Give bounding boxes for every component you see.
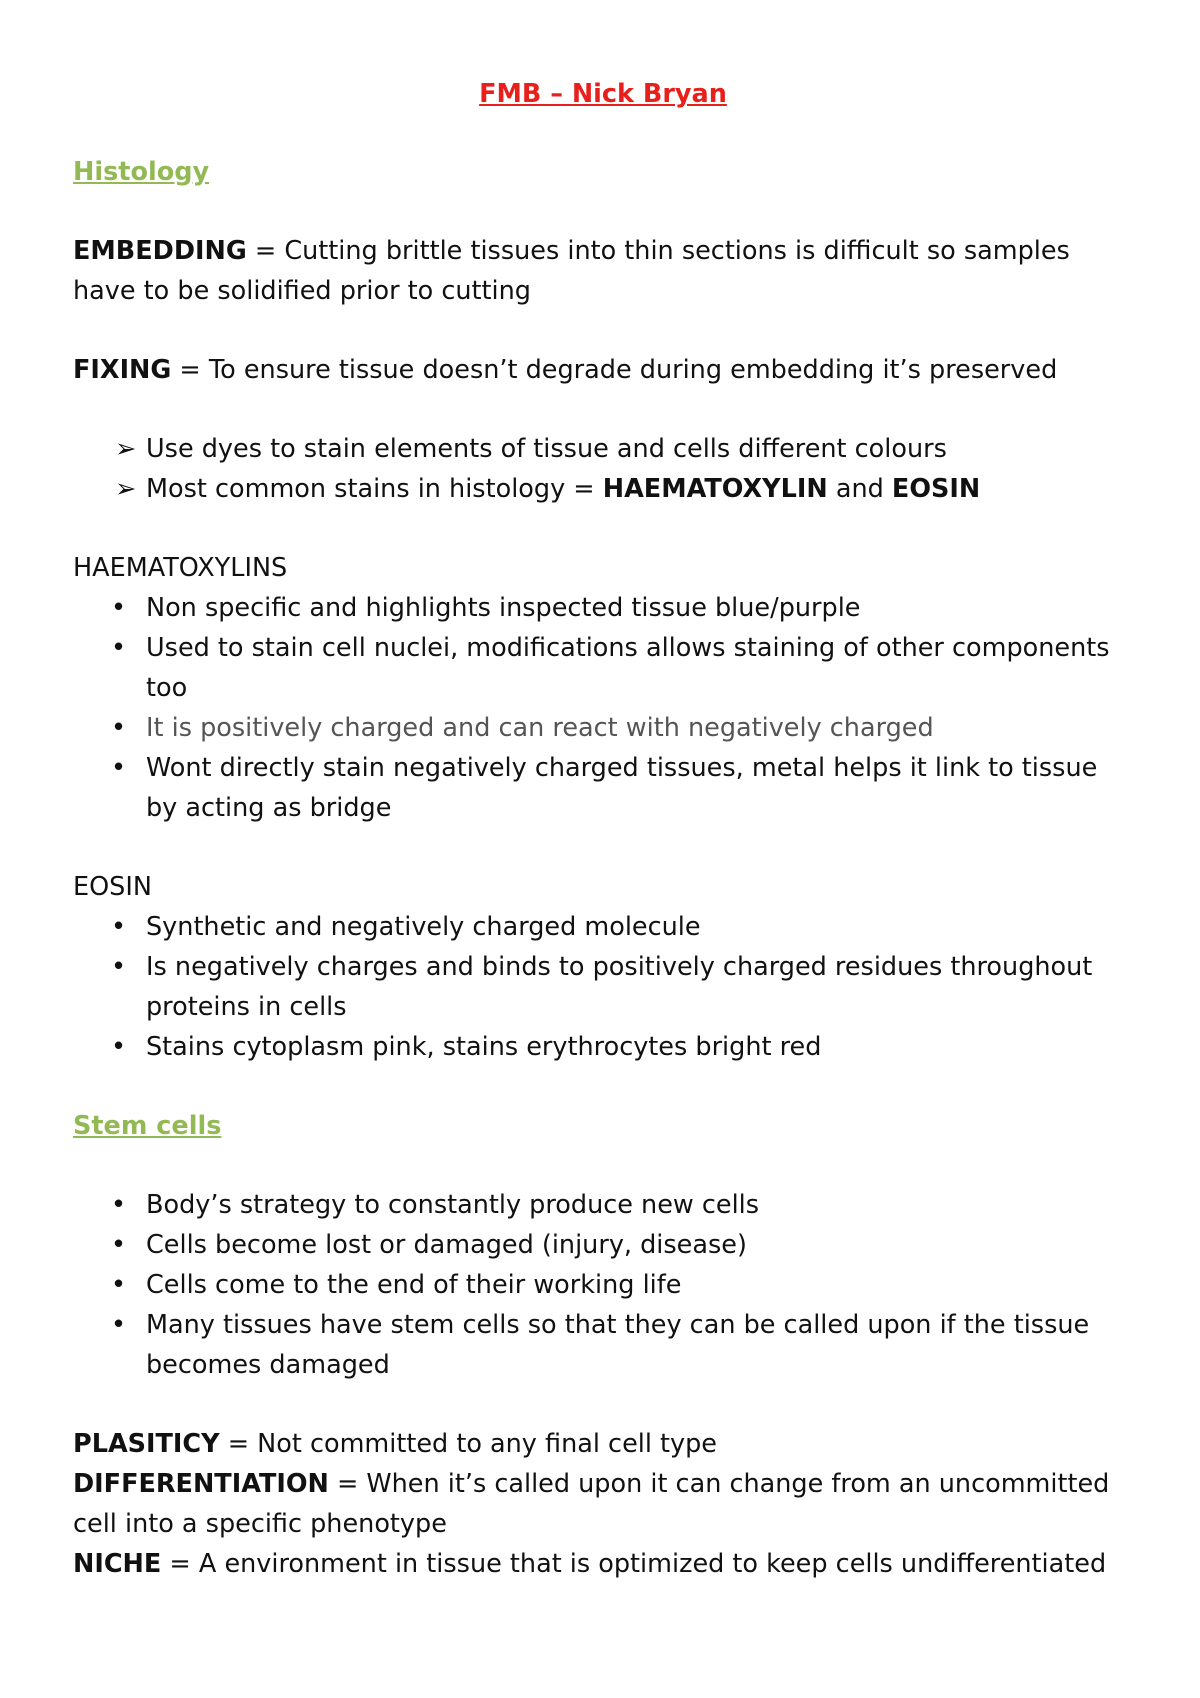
fixing-term: FIXING [73, 355, 172, 385]
fixing-definition [73, 350, 1133, 390]
list-item: • Non specific and highlights inspected tissue blue/purple [73, 588, 1133, 628]
list-item: • Stains cytoplasm pink, stains erythrocytes bright red [73, 1027, 1133, 1067]
list-item: • Body’s strategy to constantly produce new cells [73, 1185, 1133, 1225]
document-title: FMB – Nick Bryan [479, 79, 727, 109]
list-item: ➢ Use dyes to stain elements of tissue and cells different colours [73, 429, 1133, 469]
list-item: • Synthetic and negatively charged molecule [73, 907, 1133, 947]
bullet-icon: • [111, 1270, 127, 1300]
list-item: • Cells come to the end of their working life [73, 1265, 1133, 1305]
list-item: • It is positively charged and can react with negatively charged [73, 708, 1133, 748]
eosin-list [73, 907, 1133, 1067]
bullet-icon: • [111, 1190, 127, 1220]
bullet-icon: • [111, 1310, 127, 1340]
stain-points-list [73, 429, 1133, 509]
haematoxylins-heading: HAEMATOXYLINS [73, 553, 288, 583]
list-item: • Is negatively charges and binds to positively charged residues throughout proteins in cells [73, 947, 1133, 1027]
bullet-icon: • [111, 952, 127, 982]
eosin-heading: EOSIN [73, 872, 152, 902]
differentiation-definition: DIFFERENTIATION = When it’s called upon it can change from an uncommitted cell into a specific phenotype [73, 1469, 1110, 1539]
niche-term: NICHE [73, 1549, 162, 1579]
embedding-definition [73, 231, 1133, 311]
bullet-icon: • [111, 912, 127, 942]
haematoxylin-term: HAEMATOXYLIN [602, 474, 828, 504]
embedding-term: EMBEDDING [73, 236, 247, 266]
embedding-text: = Cutting brittle tissues into thin sections is difficult so samples have to be solidified prior to cutting [73, 236, 1070, 306]
list-item: • Cells become lost or damaged (injury, disease) [73, 1225, 1133, 1265]
niche-definition: NICHE = A environment in tissue that is optimized to keep cells undifferentiated [73, 1549, 1107, 1579]
bullet-icon: • [111, 713, 127, 743]
eosin-section [73, 867, 1133, 1067]
bullet-icon: • [111, 1032, 127, 1062]
stem-cells-list [73, 1185, 1133, 1385]
bullet-icon: • [111, 1230, 127, 1260]
eosin-term: EOSIN [891, 474, 981, 504]
bullet-icon: • [111, 593, 127, 623]
document-page [73, 74, 1133, 1584]
bullet-icon: • [111, 633, 127, 663]
stem-cell-definitions [73, 1424, 1133, 1584]
plasticity-definition: PLASITICY = Not committed to any final cell type [73, 1429, 717, 1459]
bullet-icon: • [111, 753, 127, 783]
list-item: • Used to stain cell nuclei, modifications allows staining of other components too [73, 628, 1133, 708]
stem-cells-heading: Stem cells [73, 1111, 222, 1141]
plasticity-term: PLASITICY [73, 1429, 220, 1459]
histology-heading: Histology [73, 157, 210, 187]
differentiation-term: DIFFERENTIATION [73, 1469, 329, 1499]
list-item: • Wont directly stain negatively charged tissues, metal helps it link to tissue by acting as bridge [73, 748, 1133, 828]
haematoxylins-list [73, 588, 1133, 828]
fixing-text: = To ensure tissue doesn’t degrade during embedding it’s preserved [171, 355, 1058, 385]
list-item: ➢ Most common stains in histology = HAEMATOXYLIN and EOSIN [73, 469, 1133, 509]
arrow-bullet-icon: ➢ [115, 434, 137, 464]
list-item: • Many tissues have stem cells so that they can be called upon if the tissue becomes damaged [73, 1305, 1133, 1385]
haematoxylins-section [73, 548, 1133, 828]
arrow-bullet-icon: ➢ [115, 474, 137, 504]
